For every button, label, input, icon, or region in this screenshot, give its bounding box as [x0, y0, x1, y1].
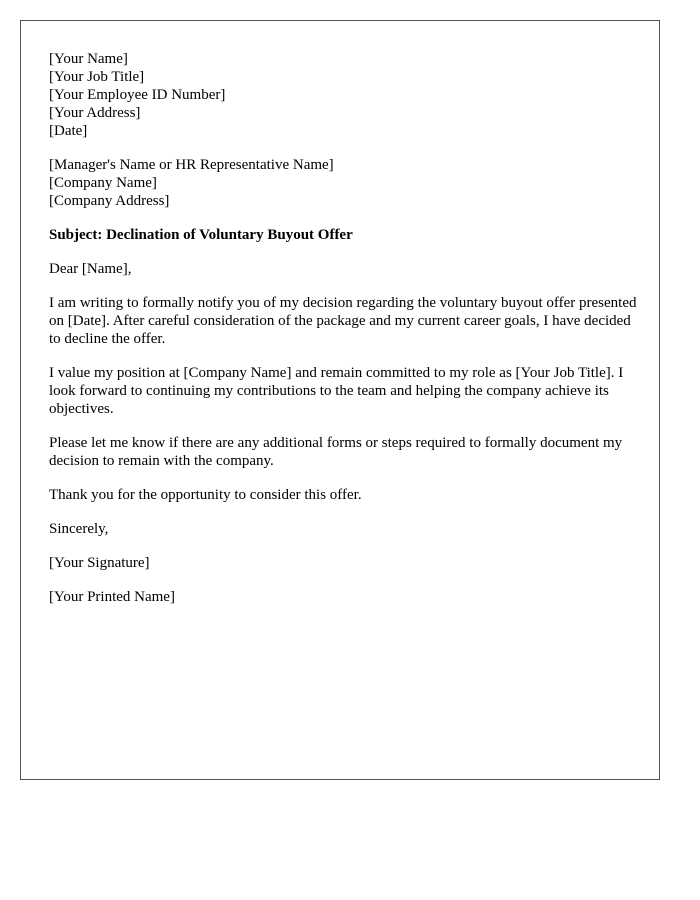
- sender-address: [Your Address]: [49, 105, 141, 121]
- sender-block: [49, 50, 639, 140]
- sender-employee-id: [Your Employee ID Number]: [49, 87, 226, 103]
- subject-line: Subject: Declination of Voluntary Buyout Offer: [49, 227, 353, 243]
- sender-name: [Your Name]: [49, 51, 128, 67]
- body-paragraph-1: I am writing to formally notify you of my decision regarding the voluntary buyout offer presented on [Date]. After careful consideration of the package and my current career goals, I have decided to decline the offer.: [49, 295, 637, 347]
- letter-body: [49, 50, 639, 622]
- letter-page: [20, 20, 660, 780]
- salutation: Dear [Name],: [49, 261, 132, 277]
- printed-name: [Your Printed Name]: [49, 589, 175, 605]
- recipient-address: [Company Address]: [49, 193, 170, 209]
- recipient-name: [Manager's Name or HR Representative Name]: [49, 157, 334, 173]
- recipient-company: [Company Name]: [49, 175, 157, 191]
- signature: [Your Signature]: [49, 555, 150, 571]
- sender-job-title: [Your Job Title]: [49, 69, 145, 85]
- body-paragraph-2: I value my position at [Company Name] and remain committed to my role as [Your Job Title]. I look forward to continuing my contributions to the team and helping the company achieve its objectives.: [49, 365, 624, 417]
- body-paragraph-3: Please let me know if there are any additional forms or steps required to formally document my decision to remain with the company.: [49, 435, 623, 469]
- body-paragraph-4: Thank you for the opportunity to consider this offer.: [49, 487, 362, 503]
- recipient-block: [49, 156, 639, 210]
- letter-date: [Date]: [49, 123, 88, 139]
- closing: Sincerely,: [49, 521, 109, 537]
